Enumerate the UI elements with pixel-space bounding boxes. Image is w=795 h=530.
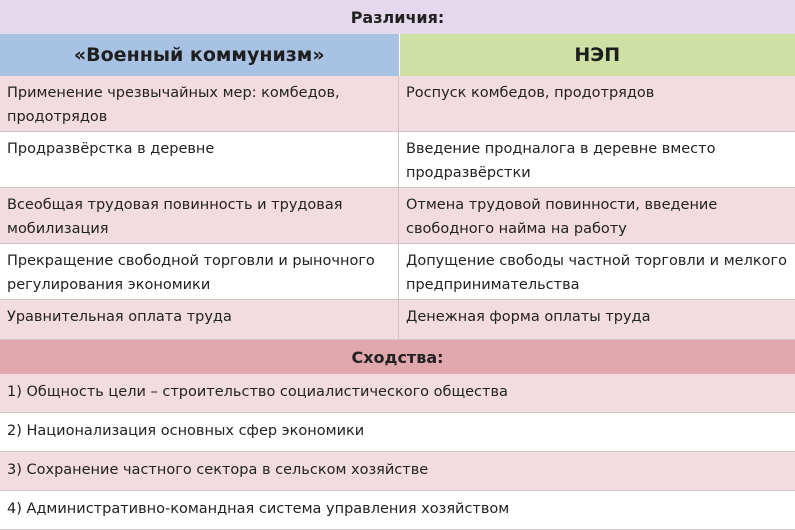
table-row: [0, 132, 795, 188]
header-nep: НЭП: [400, 34, 795, 76]
similarity-item: 3) Сохранение частного сектора в сельском хозяйстве: [0, 452, 795, 491]
similarities-list: [0, 374, 795, 530]
differences-table: [0, 76, 795, 340]
war-communism-cell: Уравнительная оплата труда: [0, 300, 399, 339]
similarities-title: Сходства:: [0, 340, 795, 374]
header-row: [0, 34, 795, 76]
war-communism-cell: Продразвёрстка в деревне: [0, 132, 399, 187]
nep-cell: Допущение свободы частной торговли и мелкого предпринимательства: [406, 253, 787, 293]
similarity-item: 4) Административно-командная система управления хозяйством: [0, 491, 795, 530]
table-row: [0, 76, 795, 132]
war-communism-cell: Применение чрезвычайных мер: комбедов, продотрядов: [0, 76, 399, 131]
nep-cell: Отмена трудовой повинности, введение свободного найма на работу: [406, 197, 718, 237]
war-communism-cell: Всеобщая трудовая повинность и трудовая мобилизация: [0, 188, 399, 243]
table-row: [0, 244, 795, 300]
differences-title: Различия:: [0, 0, 795, 35]
table-row: [0, 188, 795, 244]
header-war-communism: «Военный коммунизм»: [0, 34, 400, 76]
similarity-item: 2) Национализация основных сфер экономики: [0, 413, 795, 452]
nep-cell: Денежная форма оплаты труда: [406, 309, 651, 325]
table-row: [0, 300, 795, 340]
similarity-item: 1) Общность цели – строительство социалистического общества: [0, 374, 795, 413]
nep-cell: Роспуск комбедов, продотрядов: [406, 85, 655, 101]
war-communism-cell: Прекращение свободной торговли и рыночного регулирования экономики: [0, 244, 399, 299]
nep-cell: Введение продналога в деревне вместо продразвёрстки: [406, 141, 716, 181]
